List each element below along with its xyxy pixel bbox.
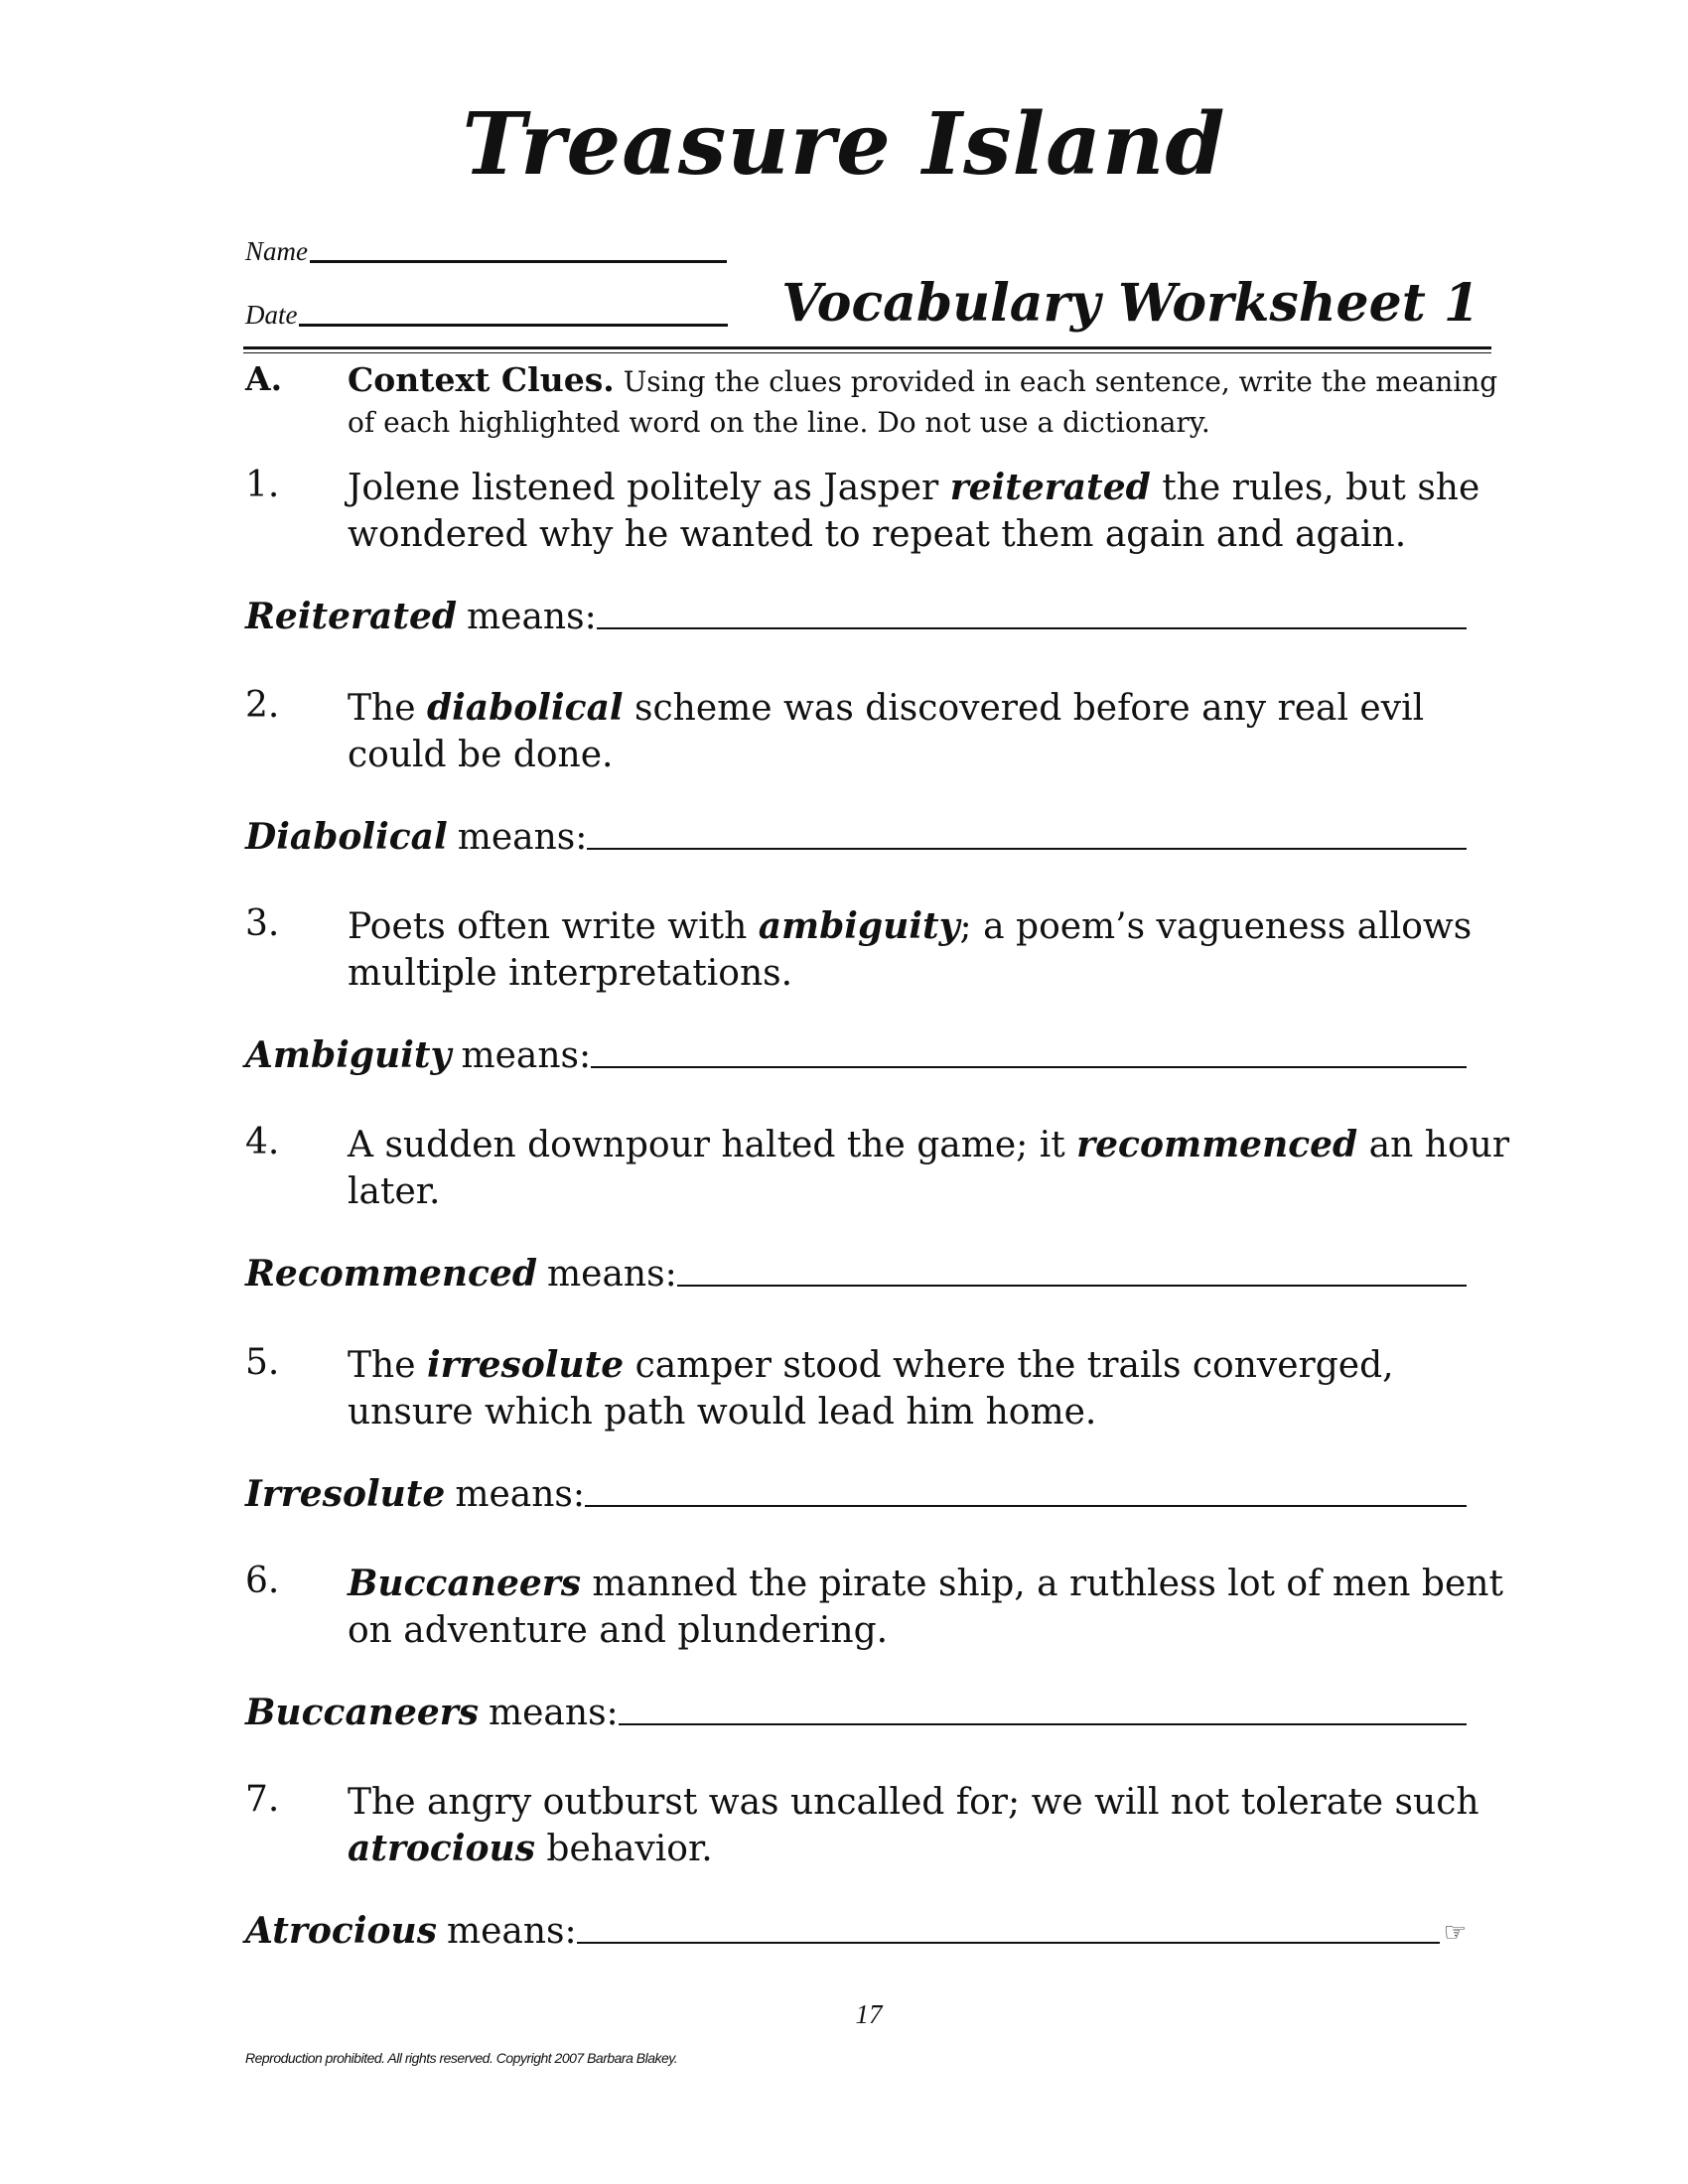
sentence-part: Poets often write with xyxy=(348,906,759,947)
highlighted-word: irresolute xyxy=(426,1344,625,1386)
answer-word: Reiterated xyxy=(245,596,458,637)
sentence-part: behavior. xyxy=(534,1829,713,1869)
highlighted-word: atrocious xyxy=(348,1828,535,1869)
answer-line[interactable] xyxy=(597,627,1467,629)
sentence-part: manned the pirate ship, a ruthless lot of men bent on adventure and plundering. xyxy=(348,1564,1503,1651)
question-number: 3. xyxy=(245,903,280,944)
answer-word: Atrocious xyxy=(245,1910,437,1952)
answer-line[interactable] xyxy=(587,848,1467,850)
answer-row xyxy=(245,1910,1467,1952)
question-sentence xyxy=(348,465,1519,558)
name-field xyxy=(245,236,727,267)
sentence-part: The xyxy=(348,688,427,729)
answer-word: Diabolical xyxy=(245,816,448,858)
question-number: 1. xyxy=(245,465,280,505)
sentence-part: an hour later. xyxy=(348,1125,1510,1212)
means-label: means: xyxy=(467,597,597,637)
question-sentence xyxy=(348,1122,1519,1215)
answer-row xyxy=(245,596,1467,637)
answer-line[interactable] xyxy=(591,1066,1467,1068)
question-sentence xyxy=(348,1561,1519,1654)
highlighted-word: reiterated xyxy=(949,467,1151,508)
date-field xyxy=(245,300,728,331)
means-label: means: xyxy=(547,1254,677,1295)
answer-line[interactable] xyxy=(677,1285,1467,1287)
highlighted-word: diabolical xyxy=(426,687,624,729)
answer-line[interactable] xyxy=(585,1505,1467,1507)
copyright-footer: Reproduction prohibited. All rights reserved. Copyright 2007 Barbara Blakey. xyxy=(245,2050,678,2066)
answer-row xyxy=(245,1034,1467,1076)
question-number: 6. xyxy=(245,1561,280,1601)
answer-row xyxy=(245,1253,1467,1295)
name-label: Name xyxy=(245,236,308,266)
section-instructions-text: Using the clues provided in each sentence, write the meaning of each highlighted word on the line. Do not use a dictionary. xyxy=(348,365,1498,439)
worksheet-subtitle: Vocabulary Worksheet 1 xyxy=(781,273,1479,334)
sentence-part: ; a poem’s vagueness allows multiple interpretations. xyxy=(348,906,1473,994)
sentence-part: The xyxy=(348,1345,427,1386)
section-instructions xyxy=(348,359,1499,443)
pointing-hand-icon: ☞ xyxy=(1443,1918,1467,1948)
date-label: Date xyxy=(245,300,298,330)
answer-line[interactable] xyxy=(619,1723,1467,1725)
question-sentence xyxy=(348,903,1519,997)
name-line[interactable] xyxy=(310,260,727,263)
worksheet-title: Treasure Island xyxy=(462,94,1226,195)
question-number: 5. xyxy=(245,1342,280,1383)
page-number: 17 xyxy=(855,1999,883,2029)
answer-word: Recommenced xyxy=(245,1253,538,1295)
sentence-part: Jolene listened politely as Jasper xyxy=(348,468,950,508)
means-label: means: xyxy=(457,817,588,858)
means-label: means: xyxy=(488,1693,619,1733)
question-number: 2. xyxy=(245,685,280,726)
header-rule-thin xyxy=(243,352,1491,353)
header-rule xyxy=(243,346,1491,349)
sentence-part: A sudden downpour halted the game; it xyxy=(348,1125,1077,1165)
answer-word: Irresolute xyxy=(245,1473,446,1515)
date-line[interactable] xyxy=(299,324,728,327)
question-number: 7. xyxy=(245,1779,280,1820)
question-sentence xyxy=(348,685,1519,778)
highlighted-word: ambiguity xyxy=(758,905,960,947)
question-sentence xyxy=(348,1779,1519,1872)
answer-row xyxy=(245,816,1467,858)
highlighted-word: recommenced xyxy=(1076,1124,1358,1165)
answer-word: Ambiguity xyxy=(245,1034,452,1076)
sentence-part: the rules, but she wondered why he wanted to repeat them again and again. xyxy=(348,468,1480,555)
means-label: means: xyxy=(461,1035,592,1076)
means-label: means: xyxy=(446,1911,577,1952)
means-label: means: xyxy=(455,1474,586,1515)
question-sentence xyxy=(348,1342,1519,1435)
question-number: 4. xyxy=(245,1122,280,1162)
section-letter: A. xyxy=(245,359,283,398)
section-heading: Context Clues. xyxy=(348,360,615,399)
answer-word: Buccaneers xyxy=(245,1692,479,1733)
highlighted-word: Buccaneers xyxy=(348,1563,581,1604)
answer-line[interactable] xyxy=(577,1942,1440,1944)
sentence-part: scheme was discovered before any real evil could be done. xyxy=(348,688,1425,775)
sentence-part: The angry outburst was uncalled for; we will not tolerate such xyxy=(348,1782,1479,1823)
sentence-part: camper stood where the trails converged, unsure which path would lead him home. xyxy=(348,1345,1394,1433)
answer-row xyxy=(245,1473,1467,1515)
answer-row xyxy=(245,1692,1467,1733)
